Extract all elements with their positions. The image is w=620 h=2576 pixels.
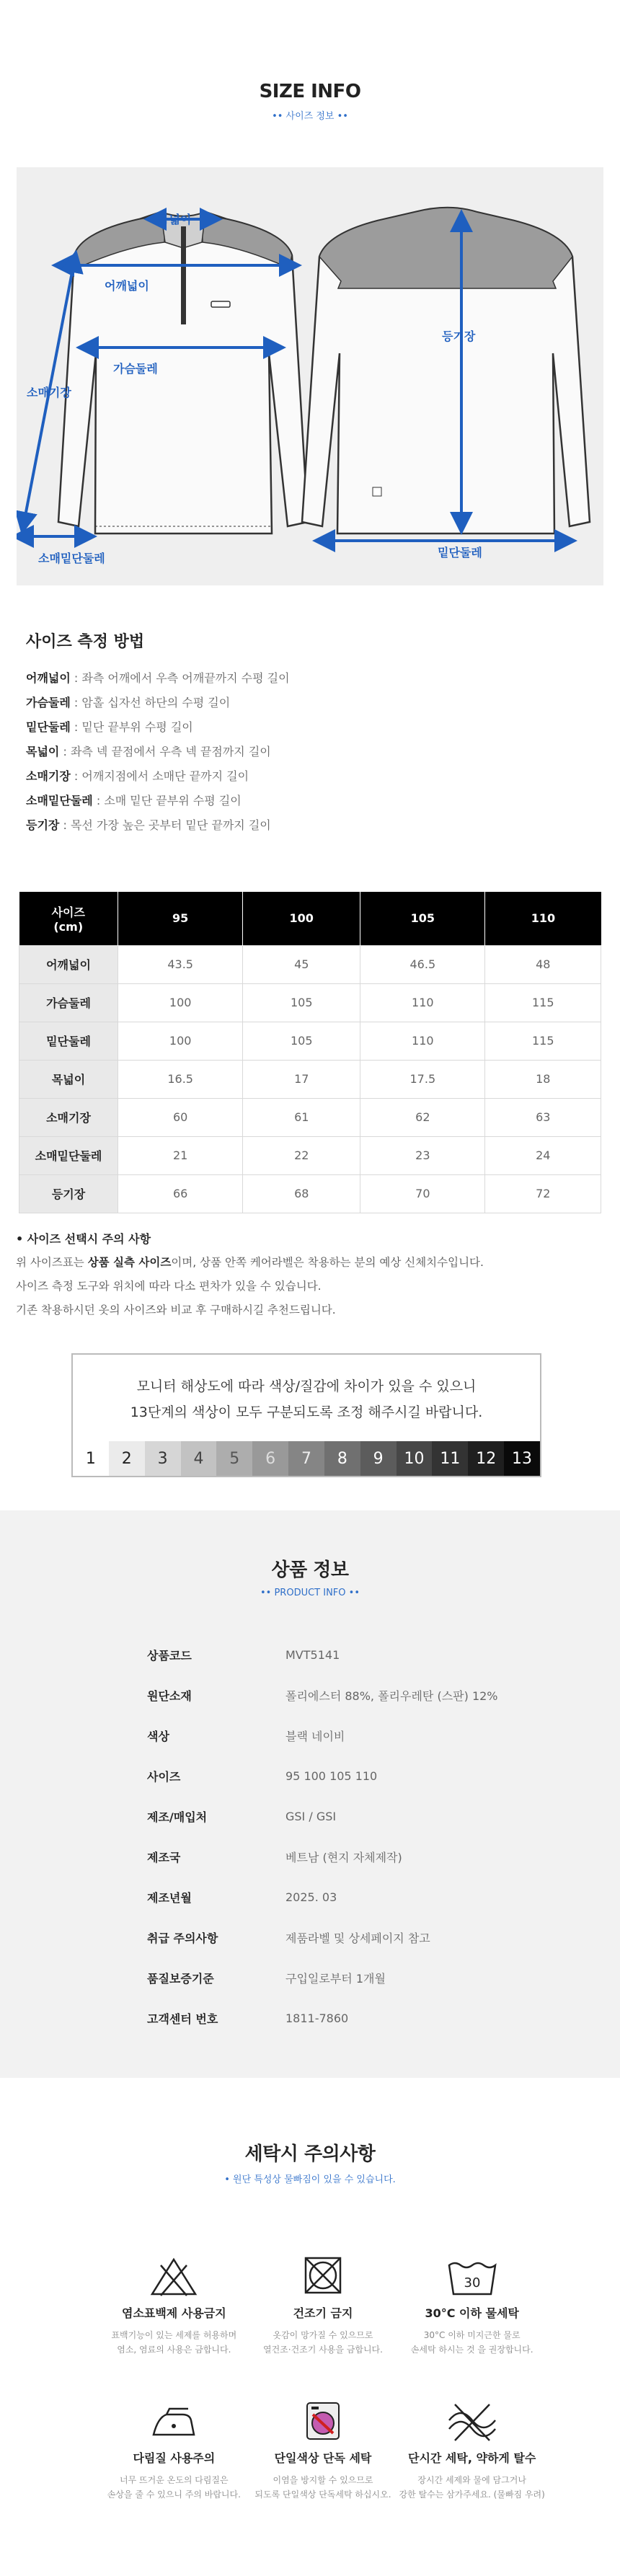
product-info-row (147, 1796, 498, 1836)
garment-diagram (17, 167, 603, 585)
back-garment (302, 208, 590, 534)
table-row (19, 1098, 601, 1136)
row-label: 밑단둘레 (19, 1022, 118, 1060)
product-info-value: 블랙 네이비 (285, 1729, 345, 1743)
care-item-desc: 표백기능이 있는 세제를 허용하며 (111, 2330, 237, 2340)
product-info-row (147, 1877, 498, 1917)
measure-desc: : 밑단 끝부위 수평 길이 (70, 720, 193, 734)
measure-method-title: 사이즈 측정 방법 (26, 633, 145, 651)
care-item-desc: 이염을 방지할 수 있으므로 (273, 2475, 373, 2485)
product-info-row (147, 1756, 498, 1796)
table-cell: 110 (360, 983, 485, 1022)
product-info-section (0, 1510, 620, 2078)
product-info-value: GSI / GSI (285, 1809, 337, 1823)
size-header-line: 사이즈 (51, 905, 85, 919)
no-tumble-dry-icon (249, 2255, 398, 2298)
table-cell: 60 (118, 1098, 243, 1136)
row-label: 등기장 (19, 1174, 118, 1213)
table-row (19, 1174, 601, 1213)
size-notice-title: • 사이즈 선택시 주의 사항 (16, 1232, 151, 1246)
product-info-value: 95 100 105 110 (285, 1769, 378, 1783)
product-info-key: 사이즈 (147, 1769, 181, 1784)
table-cell: 100 (118, 1022, 243, 1060)
care-item-desc: 옷감이 망가질 수 있으므로 (273, 2330, 373, 2340)
table-row (19, 983, 601, 1022)
row-label: 목넓이 (19, 1060, 118, 1098)
care-section (0, 2078, 620, 2576)
care-item-desc: 염소, 염료의 사용은 금합니다. (117, 2345, 231, 2355)
gray-swatches (73, 1441, 540, 1476)
table-cell: 17.5 (360, 1060, 485, 1098)
row-label: 소매기장 (19, 1098, 118, 1136)
measure-method-item (26, 789, 290, 813)
care-item (249, 2255, 398, 2357)
product-info-row (147, 1675, 498, 1715)
product-info-key: 색상 (147, 1729, 169, 1743)
care-item-desc: 손세탁 하시는 것 을 권장합니다. (410, 2345, 533, 2355)
measure-method-item (26, 813, 290, 838)
measure-desc: : 좌측 넥 끝점에서 우측 넥 끝점까지 길이 (59, 745, 271, 758)
table-cell: 115 (485, 983, 601, 1022)
product-info-key: 고객센터 번호 (147, 2011, 218, 2026)
measure-term: 소매밑단둘레 (26, 794, 93, 807)
care-item-title: 염소표백제 사용금지 (121, 2306, 226, 2320)
product-info-key: 취급 주의사항 (147, 1931, 218, 1945)
measure-desc: : 좌측 어깨에서 우측 어깨끝까지 수평 길이 (70, 671, 290, 685)
label-chest: 가슴둘레 (113, 362, 158, 376)
gray-swatch: 8 (324, 1441, 360, 1476)
care-item (397, 2255, 546, 2357)
separate-wash-icon (249, 2400, 398, 2443)
table-cell: 48 (485, 945, 601, 983)
no-spin-dry-icon (397, 2400, 546, 2443)
size-notice-line1 (16, 1251, 484, 1275)
product-info-subtitle: •• PRODUCT INFO •• (260, 1588, 360, 1598)
care-item-desc: 손상을 줄 수 있으니 주의 바랍니다. (107, 2489, 241, 2500)
table-cell: 17 (243, 1060, 360, 1098)
measure-desc: : 소매 밑단 끝부위 수평 길이 (92, 794, 242, 807)
iron-icon (99, 2400, 249, 2443)
table-cell: 110 (360, 1022, 485, 1060)
row-label: 가슴둘레 (19, 983, 118, 1022)
care-item-desc: 30°C 이하 미지근한 물로 (423, 2330, 521, 2340)
care-item-title: 다림질 사용주의 (133, 2451, 216, 2465)
size-column-header: 100 (243, 892, 360, 945)
table-cell: 72 (485, 1174, 601, 1213)
gray-swatch: 1 (73, 1441, 109, 1476)
care-item (249, 2400, 398, 2502)
notice-text: 이며, 상품 안쪽 케어라벨은 착용하는 분의 예상 신체치수입니다. (171, 1256, 484, 1269)
product-info-value: 베트남 (현지 자체제작) (285, 1850, 402, 1864)
care-item-desc: 열건조·건조기 사용을 금합니다. (263, 2345, 383, 2355)
product-info-value: 제품라벨 및 상세페이지 참고 (285, 1931, 430, 1945)
product-info-key: 제조년월 (147, 1890, 192, 1905)
svg-text:30: 30 (464, 2275, 481, 2290)
monitor-message (73, 1373, 540, 1425)
size-column-header: 110 (485, 892, 601, 945)
table-cell: 16.5 (118, 1060, 243, 1098)
table-cell: 62 (360, 1098, 485, 1136)
care-subtitle: • 원단 특성상 물빠짐이 있을 수 있습니다. (224, 2174, 396, 2185)
size-notice-line3: 기존 착용하시던 옷의 사이즈와 비교 후 구매하시길 추천드립니다. (16, 1304, 336, 1316)
row-label: 소매밑단둘레 (19, 1136, 118, 1174)
size-header-label (19, 892, 118, 945)
product-info-value: 2025. 03 (285, 1890, 337, 1904)
product-info-value: 폴리에스터 88%, 폴리우레탄 (스판) 12% (285, 1688, 498, 1703)
size-header-line: (cm) (53, 919, 84, 934)
measure-method-item (26, 666, 290, 691)
size-column-header: 105 (360, 892, 485, 945)
measure-term: 소매기장 (26, 769, 71, 783)
gray-swatch: 2 (109, 1441, 145, 1476)
table-row (19, 1060, 601, 1098)
measure-term: 어깨넓이 (26, 671, 71, 685)
label-cuff: 소매밑단둘레 (38, 552, 105, 565)
no-bleach-icon (99, 2255, 249, 2298)
table-cell: 61 (243, 1098, 360, 1136)
notice-text: 위 사이즈표는 (16, 1256, 88, 1269)
measure-method-item (26, 740, 290, 764)
label-shoulder: 어깨넓이 (105, 279, 149, 293)
product-info-title: 상품 정보 (271, 1559, 349, 1581)
gray-swatch: 6 (252, 1441, 288, 1476)
gray-swatch: 7 (288, 1441, 324, 1476)
table-cell: 66 (118, 1174, 243, 1213)
table-cell: 105 (243, 983, 360, 1022)
gray-swatch: 5 (216, 1441, 252, 1476)
measure-term: 목넓이 (26, 745, 60, 758)
measure-method-list (26, 666, 290, 838)
table-cell: 21 (118, 1136, 243, 1174)
measure-term: 가슴둘레 (26, 696, 71, 709)
table-cell: 100 (118, 983, 243, 1022)
label-hem: 밑단둘레 (438, 546, 482, 559)
product-info-key: 상품코드 (147, 1648, 192, 1663)
table-row (19, 945, 601, 983)
monitor-line2: 13단계의 색상이 모두 구분되도록 조정 해주시길 바랍니다. (130, 1404, 483, 1420)
size-column-header: 95 (118, 892, 243, 945)
care-item-title: 단시간 세탁, 약하게 탈수 (407, 2451, 536, 2465)
care-item (99, 2400, 249, 2502)
measure-desc: : 어깨지점에서 소매단 끝까지 길이 (70, 769, 249, 783)
size-info-subtitle: •• 사이즈 정보 •• (272, 111, 348, 122)
notice-emphasis: 상품 실측 사이즈 (87, 1256, 172, 1269)
table-cell: 45 (243, 945, 360, 983)
size-table-header (19, 892, 601, 945)
label-neck: 목넓이 (158, 213, 192, 226)
measure-method-item (26, 691, 290, 715)
care-item-title: 30°C 이하 물세탁 (425, 2306, 519, 2320)
measure-desc: : 목선 가장 높은 곳부터 밑단 끝까지 길이 (59, 818, 271, 832)
table-cell: 18 (485, 1060, 601, 1098)
product-info-row (147, 1957, 498, 1998)
table-cell: 115 (485, 1022, 601, 1060)
table-cell: 63 (485, 1098, 601, 1136)
row-label: 어깨넓이 (19, 945, 118, 983)
table-cell: 70 (360, 1174, 485, 1213)
measure-method-item (26, 764, 290, 789)
product-info-row (147, 1998, 498, 2038)
wash-30-icon (397, 2255, 546, 2298)
product-info-list (147, 1634, 498, 2038)
table-cell: 68 (243, 1174, 360, 1213)
table-cell: 43.5 (118, 945, 243, 983)
measure-method (26, 629, 290, 838)
table-cell: 22 (243, 1136, 360, 1174)
care-item-desc: 강한 탈수는 삼가주세요. (물빠짐 우려) (399, 2489, 545, 2500)
front-garment (58, 212, 308, 534)
product-info-value: 1811-7860 (285, 2011, 349, 2025)
gray-swatch: 13 (504, 1441, 540, 1476)
table-row (19, 1136, 601, 1174)
table-cell: 24 (485, 1136, 601, 1174)
product-info-key: 원단소재 (147, 1688, 192, 1703)
care-item-title: 단일색상 단독 세탁 (274, 2451, 372, 2465)
label-sleeve: 소매기장 (27, 386, 71, 399)
care-title: 세탁시 주의사항 (244, 2143, 376, 2165)
size-info-title: SIZE INFO (259, 81, 361, 102)
product-info-value: 구입일로부터 1개월 (285, 1971, 386, 1986)
table-cell: 105 (243, 1022, 360, 1060)
care-item-desc: 장시간 세제와 물에 담그거나 (417, 2475, 526, 2485)
measure-term: 등기장 (26, 818, 60, 832)
gray-swatch: 10 (397, 1441, 433, 1476)
gray-swatch: 12 (468, 1441, 504, 1476)
care-item (99, 2255, 249, 2357)
product-info-row (147, 1836, 498, 1877)
product-info-row (147, 1917, 498, 1957)
product-info-row (147, 1715, 498, 1756)
product-info-value: MVT5141 (285, 1647, 340, 1662)
measure-method-item (26, 715, 290, 740)
table-cell: 46.5 (360, 945, 485, 983)
care-item (397, 2400, 546, 2502)
monitor-calibration (71, 1353, 541, 1477)
care-item-desc: 되도록 단일색상 단독세탁 하십시오. (254, 2489, 391, 2500)
size-table (19, 892, 601, 1213)
gray-swatch: 3 (145, 1441, 181, 1476)
size-notice (16, 1227, 484, 1322)
care-item-title: 건조기 금지 (293, 2306, 353, 2320)
table-row (19, 1022, 601, 1060)
product-info-key: 제조/매입처 (147, 1810, 208, 1824)
measure-desc: : 암홀 십자선 하단의 수평 길이 (70, 696, 231, 709)
measure-term: 밑단둘레 (26, 720, 71, 734)
care-grid (99, 2255, 546, 2502)
gray-swatch: 4 (181, 1441, 217, 1476)
care-item-desc: 너무 뜨거운 온도의 다림질은 (120, 2475, 229, 2485)
monitor-line1: 모니터 해상도에 따라 색상/질감에 차이가 있을 수 있으니 (136, 1378, 477, 1394)
label-back-length: 등기장 (442, 329, 476, 343)
table-cell: 23 (360, 1136, 485, 1174)
product-info-key: 품질보증기준 (147, 1971, 214, 1986)
garment-illustration (17, 167, 603, 585)
gray-swatch: 9 (360, 1441, 397, 1476)
product-info-row (147, 1634, 498, 1675)
product-info-key: 제조국 (147, 1850, 181, 1864)
gray-swatch: 11 (432, 1441, 468, 1476)
size-notice-line2: 사이즈 측정 도구와 위치에 따라 다소 편차가 있을 수 있습니다. (16, 1280, 322, 1293)
